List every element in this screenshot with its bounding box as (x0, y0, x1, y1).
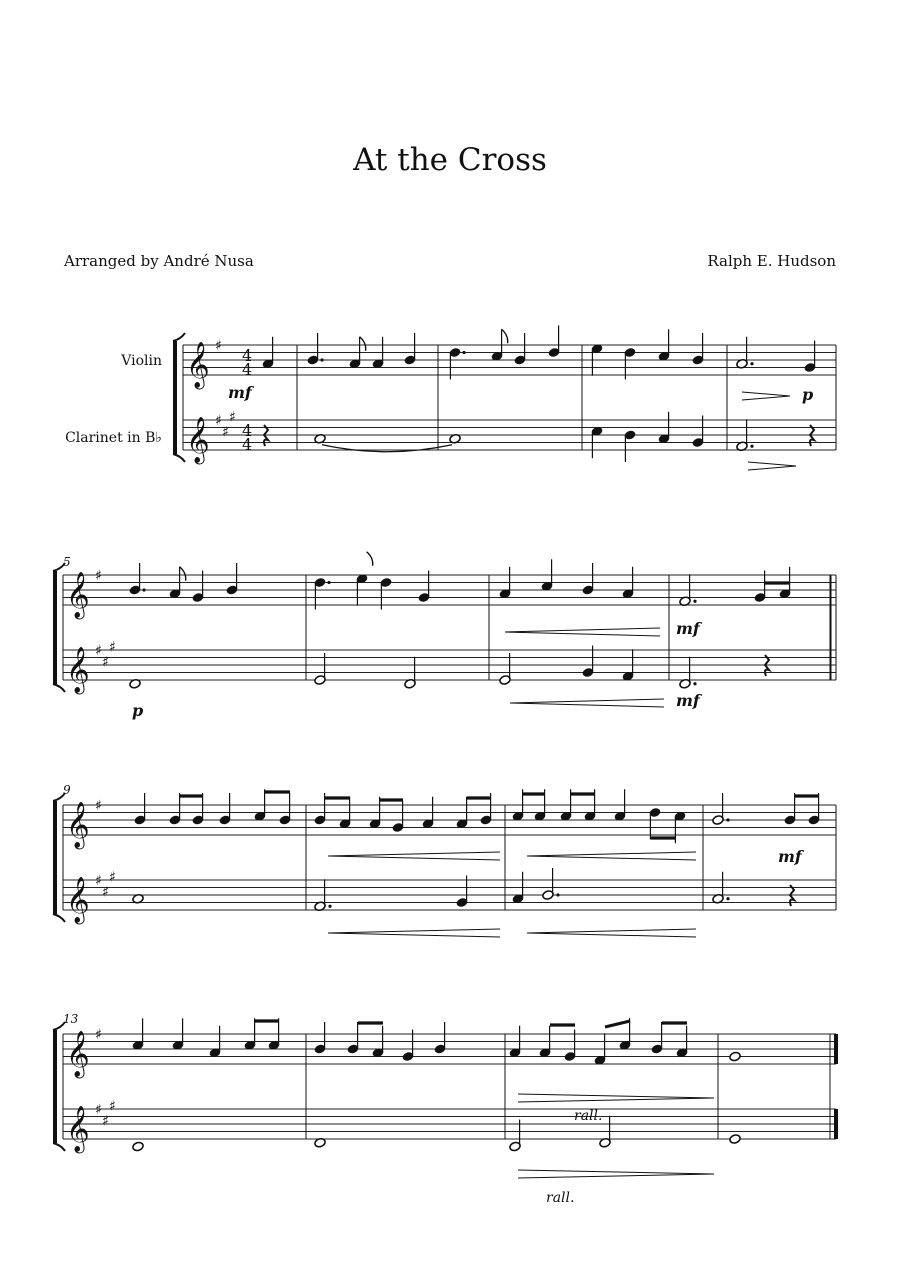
crescendo-hairpin (527, 933, 696, 937)
sharp-icon: ♯ (229, 409, 236, 426)
tie (322, 445, 452, 452)
dot (320, 358, 323, 361)
sharp-icon: ♯ (95, 873, 102, 889)
note (314, 793, 326, 825)
time-signature: 4 (242, 421, 253, 440)
note (582, 563, 594, 595)
dot (693, 682, 696, 685)
dot (556, 893, 559, 896)
dot (328, 905, 331, 908)
crescendo-hairpin (328, 933, 500, 937)
note (134, 793, 146, 825)
crescendo-hairpin (527, 929, 696, 933)
note (784, 793, 796, 825)
sharp-icon: ♯ (222, 424, 229, 441)
crescendo-hairpin (328, 929, 500, 933)
note (307, 333, 319, 365)
note (808, 793, 820, 825)
diminuendo-hairpin (748, 462, 796, 466)
note (129, 563, 141, 595)
sharp-icon: ♯ (95, 798, 102, 814)
instrument-label-clarinet: Clarinet in B♭ (65, 430, 162, 446)
sharp-icon: ♯ (95, 568, 102, 584)
tempo-rall: rall. (574, 1108, 603, 1124)
note (226, 563, 238, 595)
sharp-icon: ♯ (95, 1102, 102, 1118)
bracket-hook (173, 454, 185, 462)
note (651, 1022, 663, 1054)
note (347, 1022, 359, 1054)
note (192, 793, 204, 825)
dynamic-mf: mf (676, 691, 700, 710)
note (219, 793, 231, 825)
flag (180, 567, 186, 581)
sharp-icon: ♯ (95, 1027, 102, 1043)
treble-clef-icon: 𝄞 (186, 342, 210, 388)
note (729, 1134, 741, 1145)
sharp-icon: ♯ (215, 338, 222, 354)
dot (462, 351, 465, 354)
note (169, 793, 181, 825)
diminuendo-hairpin (518, 1170, 714, 1174)
crescendo-hairpin (505, 632, 660, 636)
time-signature: 4 (242, 360, 253, 379)
treble-clef-icon: 𝄞 (66, 647, 90, 693)
systems-layer (53, 326, 836, 1179)
notehead (132, 1141, 144, 1152)
diminuendo-hairpin (742, 392, 790, 396)
dot (693, 600, 696, 603)
bracket-hook (53, 684, 65, 692)
sharp-icon: ♯ (109, 1098, 116, 1115)
tempo-rall: rall. (546, 1190, 575, 1206)
note (624, 430, 636, 462)
note (514, 333, 526, 365)
note (712, 793, 724, 825)
notehead (729, 1051, 741, 1062)
note (132, 1141, 144, 1152)
time-signature: 4 (242, 435, 253, 454)
dynamic-p: p (802, 385, 814, 404)
diminuendo-hairpin (518, 1174, 714, 1178)
diminuendo-hairpin (748, 466, 796, 470)
notehead (729, 1134, 741, 1145)
flag (360, 337, 366, 351)
bracket-hook (53, 1143, 65, 1151)
note (404, 333, 416, 365)
note (434, 1022, 446, 1054)
measure-number-5: 5 (63, 555, 71, 569)
composer-credit: Ralph E. Hudson (707, 252, 836, 270)
sharp-icon: ♯ (95, 643, 102, 659)
bracket-hook (53, 914, 65, 922)
crescendo-hairpin (510, 699, 664, 703)
note (279, 793, 291, 825)
note (314, 1022, 326, 1054)
score-title: At the Cross (353, 142, 547, 178)
sharp-icon: ♯ (102, 1113, 109, 1130)
dot (726, 818, 729, 821)
treble-clef-icon: 𝄞 (66, 572, 90, 618)
flag (502, 329, 508, 343)
beam (605, 1021, 630, 1027)
note (548, 326, 560, 358)
treble-clef-icon: 𝄞 (66, 1031, 90, 1077)
sharp-icon: ♯ (109, 869, 116, 886)
dot (726, 897, 729, 900)
arranger-credit: Arranged by André Nusa (64, 252, 254, 270)
treble-clef-icon: 𝄞 (66, 877, 90, 923)
treble-clef-icon: 𝄞 (186, 417, 210, 463)
crescendo-hairpin (527, 852, 696, 856)
sharp-icon: ♯ (215, 413, 222, 429)
dynamic-mf: mf (778, 847, 802, 866)
dynamic-mf: mf (676, 619, 700, 638)
crescendo-hairpin (328, 856, 500, 860)
diminuendo-hairpin (518, 1098, 714, 1102)
dot (750, 445, 753, 448)
bracket-hook (173, 333, 185, 341)
sharp-icon: ♯ (102, 654, 109, 671)
dot (750, 362, 753, 365)
dot (327, 581, 330, 584)
measure-number-9: 9 (63, 783, 71, 797)
flag (367, 552, 373, 566)
crescendo-hairpin (505, 628, 660, 632)
note (692, 333, 704, 365)
dynamic-p: p (132, 701, 144, 720)
time-signature: 4 (242, 346, 253, 365)
crescendo-hairpin (328, 852, 500, 856)
measure-number-13: 13 (63, 1012, 79, 1026)
treble-clef-icon: 𝄞 (66, 1106, 90, 1152)
treble-clef-icon: 𝄞 (66, 802, 90, 848)
sharp-icon: ♯ (109, 639, 116, 656)
dynamic-mf: mf (228, 383, 252, 402)
crescendo-hairpin (510, 703, 664, 707)
diminuendo-hairpin (742, 396, 790, 400)
instrument-label-violin: Violin (121, 353, 162, 369)
note (729, 1051, 741, 1062)
crescendo-hairpin (527, 856, 696, 860)
dot (142, 588, 145, 591)
diminuendo-hairpin (518, 1094, 714, 1098)
sharp-icon: ♯ (102, 884, 109, 901)
note (542, 868, 554, 900)
